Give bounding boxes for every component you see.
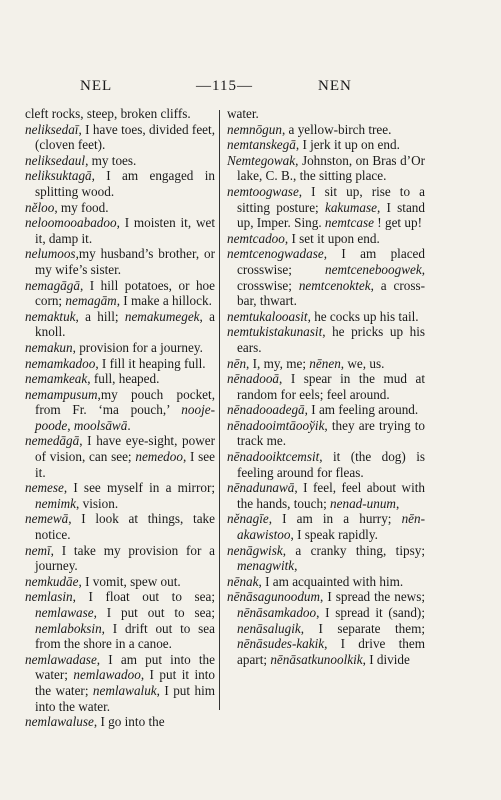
definition-text: , I see myself in a mirror; bbox=[63, 480, 215, 496]
dictionary-entry bbox=[25, 714, 215, 730]
definition-text: , I moisten it, wet it, damp it. bbox=[35, 215, 215, 246]
dictionary-entry bbox=[25, 200, 215, 216]
headword: nemtcase bbox=[324, 215, 374, 231]
definition-text: , I am acquainted with him. bbox=[258, 573, 404, 589]
dictionary-entry bbox=[227, 511, 425, 542]
headword: nemtcenoktek bbox=[298, 277, 371, 293]
dictionary-entry bbox=[227, 418, 425, 449]
headword: nemkudāe bbox=[25, 573, 79, 589]
definition-text: , it (the dog) is feeling around for fleas. bbox=[237, 449, 425, 480]
headword: Nemtegowak bbox=[227, 152, 296, 168]
headword: moolsāwā bbox=[73, 417, 128, 433]
definition-text: ,my husband’s brother, or my wife’s sister. bbox=[35, 246, 215, 277]
right-column bbox=[227, 106, 425, 667]
dictionary-entry bbox=[25, 122, 215, 153]
definition-text: , I jerk it up on end. bbox=[295, 137, 400, 153]
dictionary-entry bbox=[227, 574, 425, 590]
dictionary-entry bbox=[227, 543, 425, 574]
headword: nemtceneboogwek bbox=[325, 261, 422, 277]
headword: nēnen bbox=[309, 355, 341, 371]
dictionary-entry bbox=[25, 511, 215, 542]
definition-text: , full, heaped. bbox=[87, 371, 160, 387]
headword: nemakun bbox=[25, 339, 73, 355]
headword: nemamkadoo bbox=[25, 355, 96, 371]
definition-text: , I drive them apart; bbox=[237, 636, 425, 667]
definition-text: , I stand up, Imper. Sing. bbox=[237, 199, 425, 231]
headword: nēnadunawā bbox=[227, 480, 295, 496]
dictionary-entry bbox=[25, 589, 215, 651]
headword: nēnak bbox=[227, 573, 259, 589]
dictionary-entry bbox=[25, 106, 215, 122]
headword: nemtukistakunasit bbox=[227, 324, 323, 340]
headword: nēnāsamkadoo bbox=[237, 605, 317, 620]
definition-text: , provision for a journey. bbox=[72, 339, 203, 355]
dictionary-entry bbox=[25, 168, 215, 199]
headword: nemlawaluk bbox=[92, 682, 157, 698]
dictionary-entry bbox=[227, 184, 425, 231]
definition-text: , a knoll. bbox=[35, 308, 215, 340]
definition-text: , I have eye-sight, power of vision, can see; bbox=[35, 433, 215, 465]
definition-text: , bbox=[294, 558, 298, 574]
headword: nemlawadoo bbox=[73, 667, 141, 683]
definition-text: , a yellow-birch tree. bbox=[281, 121, 392, 137]
headword: nemī bbox=[25, 542, 51, 558]
definition-text: , he pricks up his ears. bbox=[237, 324, 425, 355]
dictionary-entry bbox=[227, 122, 425, 138]
dictionary-entry bbox=[25, 340, 215, 356]
dictionary-entry bbox=[227, 480, 425, 511]
headword: nemlawaluse bbox=[25, 714, 94, 730]
dictionary-entry bbox=[25, 153, 215, 169]
headword: nēnadooiktcemsit bbox=[227, 449, 320, 465]
definition-text: , I separate them; bbox=[300, 620, 425, 636]
definition-text: ,my pouch pocket, from Fr. ‘ma pouch,’ bbox=[35, 386, 215, 418]
header-left-guideword: NEL bbox=[80, 78, 113, 94]
headword: nemtoogwase bbox=[227, 183, 299, 199]
left-column bbox=[25, 106, 215, 730]
column-divider bbox=[219, 110, 220, 710]
headword: nemagāgā bbox=[25, 277, 80, 293]
definition-text: cleft rocks, steep, broken cliffs. bbox=[25, 106, 191, 121]
headword: nemese bbox=[25, 480, 64, 496]
headword: nemewā bbox=[25, 511, 69, 527]
headword: nenad-unum bbox=[330, 495, 396, 511]
headword: nenāgwisk bbox=[227, 542, 283, 558]
definition-text: , I spread the news; bbox=[320, 589, 425, 605]
definition-text: , I look at things, take notice. bbox=[35, 511, 215, 543]
dictionary-entry bbox=[25, 278, 215, 309]
definition-text: , I float out to sea; bbox=[72, 589, 215, 605]
dictionary-entry bbox=[227, 106, 425, 122]
headword: nēnadooimtāooўik bbox=[227, 417, 325, 433]
definition-text: , I feel, feel about with the hands, touch; bbox=[237, 480, 425, 511]
definition-text: , I put it into the water; bbox=[35, 667, 215, 698]
headword: nemlaboksin bbox=[35, 620, 102, 636]
definition-text: , I am placed crosswise; bbox=[237, 246, 425, 277]
definition-text: , I fill it heaping full. bbox=[95, 355, 206, 371]
header-right-guideword: NEN bbox=[318, 78, 352, 94]
definition-text: , a hill; bbox=[75, 308, 125, 324]
dictionary-entry bbox=[227, 356, 425, 372]
definition-text: , crosswise; bbox=[237, 261, 425, 293]
headword: nĕloo bbox=[25, 199, 55, 215]
dictionary-entry bbox=[227, 449, 425, 480]
definition-text: , I drift out to sea from the shore in a canoe. bbox=[35, 620, 215, 652]
definition-text: , vision. bbox=[76, 495, 119, 511]
headword: nēnadooadegā bbox=[227, 402, 305, 418]
definition-text: , a cross-bar, thwart. bbox=[237, 277, 425, 309]
dictionary-entry bbox=[25, 246, 215, 277]
headword: nemedāgā bbox=[25, 433, 80, 449]
definition-text: , I make a hillock. bbox=[116, 293, 212, 309]
headword: nemnōgun bbox=[227, 121, 282, 137]
headword: nemaktuk bbox=[25, 308, 76, 324]
headword: nemampusum bbox=[25, 386, 98, 402]
dictionary-entry bbox=[227, 231, 425, 247]
definition-text: , a cranky thing, tipsy; bbox=[282, 542, 425, 558]
headword: nĕnagīe bbox=[227, 511, 269, 527]
headword: nelumoos bbox=[25, 246, 76, 262]
dictionary-entry bbox=[25, 652, 215, 714]
headword: menagwitk bbox=[237, 558, 295, 574]
dictionary-entry bbox=[227, 324, 425, 355]
definition-text: , Johnston, on Bras d’Or lake, C. B., the sitting place. bbox=[237, 152, 425, 184]
definition-text: , I have toes, divided feet, (cloven feet). bbox=[35, 121, 215, 153]
dictionary-entry bbox=[227, 137, 425, 153]
dictionary-entry bbox=[25, 480, 215, 511]
dictionary-entry bbox=[25, 371, 215, 387]
definition-text: , I put him into the water. bbox=[35, 682, 215, 714]
dictionary-entry bbox=[227, 589, 425, 667]
headword: nemlasin bbox=[25, 589, 73, 605]
headword: nemedoo bbox=[135, 449, 183, 465]
headword: kakumase bbox=[324, 199, 377, 215]
definition-text: , I am in a hurry; bbox=[268, 511, 402, 527]
definition-text: water. bbox=[227, 106, 259, 121]
definition-text: , we, us. bbox=[340, 355, 385, 371]
headword: nemamkeak bbox=[25, 371, 88, 387]
page-number: —115— bbox=[196, 78, 253, 94]
definition-text: , I speak rapidly. bbox=[290, 527, 378, 543]
definition-text: , I take my provision for a journey. bbox=[35, 542, 215, 574]
headword: neliksedaī bbox=[25, 121, 79, 137]
definition-text: , he cocks up his tail. bbox=[307, 308, 419, 324]
definition-text: , bbox=[67, 417, 74, 433]
definition-text: , I go into the bbox=[93, 714, 165, 730]
headword: nooje-poode bbox=[35, 402, 215, 433]
headword: nenāsalugik bbox=[237, 620, 301, 636]
definition-text: . bbox=[127, 417, 131, 433]
dictionary-entry bbox=[25, 356, 215, 372]
headword: nemtcenogwadase bbox=[227, 246, 324, 262]
dictionary-entry bbox=[227, 371, 425, 402]
definition-text: , I vomit, spew out. bbox=[78, 573, 181, 589]
definition-text: , I, my, me; bbox=[246, 355, 310, 371]
dictionary-entry bbox=[25, 309, 215, 340]
headword: nemlawase bbox=[35, 605, 94, 620]
headword: neliksedaul bbox=[25, 152, 86, 168]
definition-text: , my toes. bbox=[85, 152, 137, 168]
definition-text: , I spread it (sand); bbox=[316, 605, 425, 620]
definition-text: , I spear in the mud at random for eels; feel around. bbox=[237, 371, 425, 402]
definition-text: , I hill potatoes, or hoe corn; bbox=[35, 277, 215, 309]
definition-text: , bbox=[395, 495, 400, 511]
dictionary-entry bbox=[227, 153, 425, 184]
dictionary-entry bbox=[25, 387, 215, 434]
headword: nemimk bbox=[35, 495, 77, 511]
definition-text: , they are trying to track me. bbox=[237, 417, 425, 449]
headword: nēnāsagunoodum bbox=[227, 589, 321, 605]
definition-text: , I divide bbox=[362, 651, 410, 667]
dictionary-entry bbox=[227, 402, 425, 418]
headword: nēn bbox=[227, 355, 247, 371]
dictionary-entry bbox=[25, 433, 215, 480]
headword: nēn-akawistoo bbox=[237, 511, 425, 543]
definition-text: , I see it. bbox=[35, 449, 216, 480]
dictionary-entry bbox=[25, 215, 215, 246]
headword: nemagām bbox=[65, 293, 117, 309]
headword: nemtukalooasit bbox=[227, 308, 308, 324]
definition-text: , my food. bbox=[54, 199, 109, 215]
definition-text: , I am feeling around. bbox=[304, 402, 419, 418]
headword: neloomooabadoo bbox=[25, 215, 117, 231]
dictionary-entry bbox=[25, 543, 215, 574]
dictionary-entry bbox=[227, 309, 425, 325]
definition-text: , I put out to sea; bbox=[93, 605, 215, 620]
page-header bbox=[0, 78, 501, 98]
headword: nemtcadoo bbox=[227, 230, 285, 246]
headword: nemlawadase bbox=[25, 651, 97, 667]
headword: nēnāsatkunoolkik bbox=[270, 651, 363, 667]
definition-text: , I am engaged in splitting wood. bbox=[35, 168, 215, 199]
headword: nemtanskegā bbox=[227, 137, 296, 153]
dictionary-entry bbox=[227, 246, 425, 308]
dictionary-entry bbox=[25, 574, 215, 590]
headword: nemakumegek bbox=[124, 308, 200, 324]
headword: nēnadooā bbox=[227, 371, 280, 387]
definition-text: , I sit up, rise to a sitting posture; bbox=[237, 183, 425, 215]
definition-text: ! get up! bbox=[374, 215, 422, 231]
headword: nēnāsudes-kakik bbox=[237, 636, 325, 652]
definition-text: , I am put into the water; bbox=[35, 651, 215, 683]
definition-text: , I set it upon end. bbox=[284, 230, 380, 246]
headword: neliksuktagā bbox=[25, 168, 92, 184]
